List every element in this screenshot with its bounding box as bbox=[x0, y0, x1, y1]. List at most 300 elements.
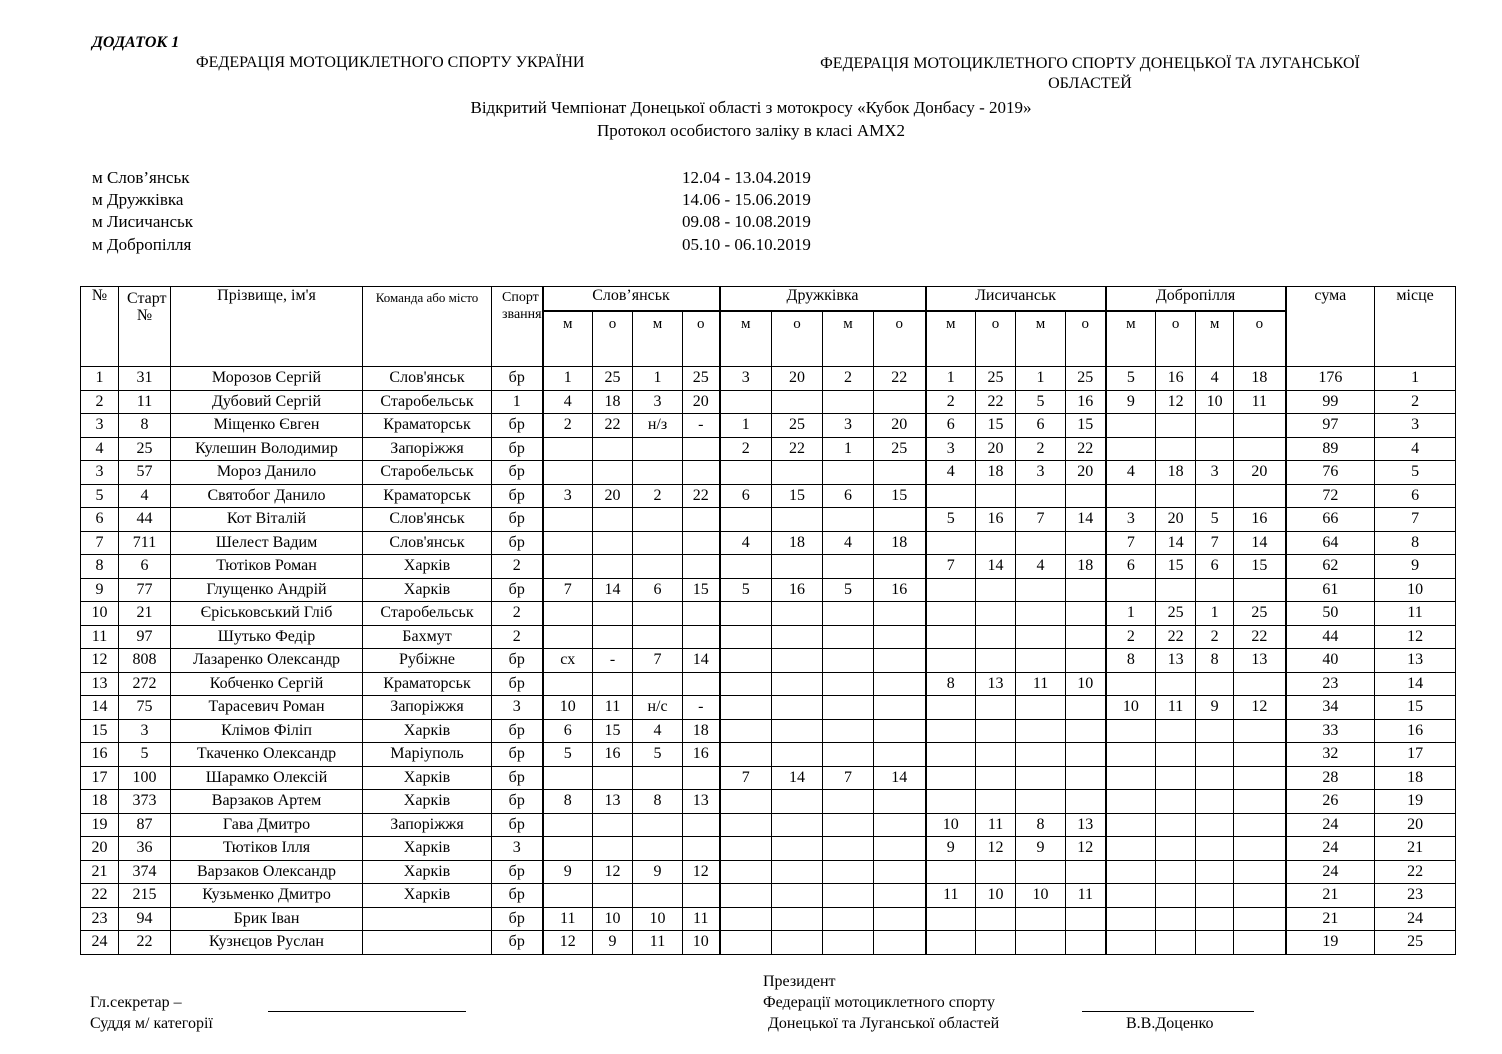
race-points bbox=[772, 837, 823, 861]
start-number: 11 bbox=[119, 390, 171, 414]
rider-name: Варзаков Олександр bbox=[171, 860, 363, 884]
race-place: 2 bbox=[1106, 625, 1156, 649]
race-points bbox=[976, 625, 1016, 649]
race-points: 16 bbox=[874, 578, 926, 602]
race-points: 25 bbox=[593, 367, 633, 391]
race-points bbox=[593, 813, 633, 837]
race-place bbox=[1106, 484, 1156, 508]
team-city: Бахмут bbox=[363, 625, 492, 649]
race-points bbox=[1066, 484, 1106, 508]
race-place bbox=[926, 484, 976, 508]
race-place bbox=[1016, 484, 1066, 508]
race-place bbox=[823, 625, 874, 649]
header-name: Прізвище, ім'я bbox=[171, 287, 363, 367]
total-sum: 44 bbox=[1286, 625, 1375, 649]
row-number: 6 bbox=[81, 508, 119, 532]
total-sum: 33 bbox=[1286, 719, 1375, 743]
header-sub-place: м bbox=[1196, 311, 1234, 367]
race-place: 3 bbox=[1196, 461, 1234, 485]
header-sub-place: м bbox=[633, 311, 683, 367]
race-points bbox=[1234, 860, 1286, 884]
sport-rank: бр bbox=[492, 884, 543, 908]
rider-name: Гава Дмитро bbox=[171, 813, 363, 837]
race-place bbox=[1106, 719, 1156, 743]
race-points bbox=[772, 625, 823, 649]
table-row bbox=[81, 672, 1456, 696]
race-place bbox=[1016, 860, 1066, 884]
race-points bbox=[683, 437, 720, 461]
start-number: 808 bbox=[119, 649, 171, 673]
race-place: 4 bbox=[926, 461, 976, 485]
start-number: 8 bbox=[119, 414, 171, 438]
race-points: 25 bbox=[772, 414, 823, 438]
race-place bbox=[720, 719, 772, 743]
header-sub-points: о bbox=[593, 311, 633, 367]
race-place: 10 bbox=[1106, 696, 1156, 720]
row-number: 23 bbox=[81, 907, 119, 931]
race-place: 3 bbox=[720, 367, 772, 391]
race-place bbox=[1106, 672, 1156, 696]
race-points: - bbox=[683, 414, 720, 438]
race-place bbox=[633, 884, 683, 908]
race-place bbox=[720, 790, 772, 814]
row-number: 22 bbox=[81, 884, 119, 908]
start-number: 94 bbox=[119, 907, 171, 931]
table-row bbox=[81, 931, 1456, 955]
race-points bbox=[1234, 907, 1286, 931]
header-sub-points: о bbox=[1234, 311, 1286, 367]
total-sum: 34 bbox=[1286, 696, 1375, 720]
final-place: 14 bbox=[1375, 672, 1456, 696]
row-number: 16 bbox=[81, 743, 119, 767]
race-place bbox=[720, 884, 772, 908]
race-points bbox=[593, 837, 633, 861]
race-place bbox=[543, 884, 593, 908]
team-city: Харків bbox=[363, 884, 492, 908]
stage-dates: 09.08 - 10.08.2019 bbox=[682, 212, 811, 231]
race-place bbox=[1106, 437, 1156, 461]
race-points: 20 bbox=[593, 484, 633, 508]
race-place: н/з bbox=[633, 414, 683, 438]
race-place bbox=[1106, 884, 1156, 908]
race-points: 16 bbox=[772, 578, 823, 602]
race-points bbox=[976, 766, 1016, 790]
race-points bbox=[683, 884, 720, 908]
race-points bbox=[874, 790, 926, 814]
race-place bbox=[926, 907, 976, 931]
race-place bbox=[633, 508, 683, 532]
race-place bbox=[633, 555, 683, 579]
race-place: 1 bbox=[926, 367, 976, 391]
team-city: Харків bbox=[363, 860, 492, 884]
race-points: 20 bbox=[976, 437, 1016, 461]
sport-rank: бр bbox=[492, 649, 543, 673]
row-number: 20 bbox=[81, 837, 119, 861]
race-place: 1 bbox=[720, 414, 772, 438]
race-points bbox=[1156, 837, 1196, 861]
race-place: 8 bbox=[926, 672, 976, 696]
race-points bbox=[874, 813, 926, 837]
race-place bbox=[720, 813, 772, 837]
final-place: 2 bbox=[1375, 390, 1456, 414]
race-place: 5 bbox=[720, 578, 772, 602]
header-stage-lysychansk: Лисичанськ bbox=[926, 287, 1106, 312]
race-points: 12 bbox=[1156, 390, 1196, 414]
race-place: 1 bbox=[823, 437, 874, 461]
race-points bbox=[874, 461, 926, 485]
total-sum: 62 bbox=[1286, 555, 1375, 579]
race-place: 8 bbox=[543, 790, 593, 814]
final-place: 15 bbox=[1375, 696, 1456, 720]
total-sum: 28 bbox=[1286, 766, 1375, 790]
race-points: 20 bbox=[1234, 461, 1286, 485]
race-points bbox=[976, 696, 1016, 720]
table-row bbox=[81, 461, 1456, 485]
race-place bbox=[1106, 790, 1156, 814]
race-points bbox=[1234, 743, 1286, 767]
final-place: 17 bbox=[1375, 743, 1456, 767]
team-city bbox=[363, 907, 492, 931]
race-points: 12 bbox=[683, 860, 720, 884]
total-sum: 21 bbox=[1286, 907, 1375, 931]
race-place bbox=[720, 837, 772, 861]
race-place bbox=[1196, 884, 1234, 908]
race-points: 11 bbox=[683, 907, 720, 931]
race-points bbox=[683, 508, 720, 532]
race-place: 6 bbox=[1196, 555, 1234, 579]
race-place bbox=[543, 625, 593, 649]
final-place: 1 bbox=[1375, 367, 1456, 391]
race-place bbox=[926, 696, 976, 720]
race-points bbox=[593, 766, 633, 790]
rider-name: Шелест Вадим bbox=[171, 531, 363, 555]
race-place bbox=[926, 719, 976, 743]
race-points bbox=[1066, 625, 1106, 649]
race-points bbox=[1156, 860, 1196, 884]
final-place: 8 bbox=[1375, 531, 1456, 555]
race-points bbox=[874, 625, 926, 649]
team-city: Харків bbox=[363, 790, 492, 814]
race-points bbox=[874, 931, 926, 955]
final-place: 22 bbox=[1375, 860, 1456, 884]
race-points bbox=[976, 743, 1016, 767]
race-points bbox=[1234, 578, 1286, 602]
race-points: 16 bbox=[593, 743, 633, 767]
rider-name: Святобог Данило bbox=[171, 484, 363, 508]
row-number: 3 bbox=[81, 461, 119, 485]
race-place: 6 bbox=[720, 484, 772, 508]
race-points bbox=[874, 907, 926, 931]
header-sub-points: о bbox=[874, 311, 926, 367]
race-place: 3 bbox=[543, 484, 593, 508]
race-points: 12 bbox=[976, 837, 1016, 861]
race-place bbox=[1016, 602, 1066, 626]
race-points: 25 bbox=[1156, 602, 1196, 626]
final-place: 10 bbox=[1375, 578, 1456, 602]
race-place: 9 bbox=[633, 860, 683, 884]
race-points: 16 bbox=[1234, 508, 1286, 532]
race-place bbox=[633, 813, 683, 837]
row-number: 11 bbox=[81, 625, 119, 649]
race-points bbox=[1066, 931, 1106, 955]
race-points: 15 bbox=[1234, 555, 1286, 579]
race-place: 2 bbox=[1196, 625, 1234, 649]
protocol-title: Протокол особистого заліку в класі АМХ2 bbox=[596, 121, 906, 140]
race-points bbox=[874, 696, 926, 720]
race-points: 13 bbox=[593, 790, 633, 814]
sport-rank: бр bbox=[492, 484, 543, 508]
row-number: 13 bbox=[81, 672, 119, 696]
header-sub-place: м bbox=[823, 311, 874, 367]
race-points: 11 bbox=[1156, 696, 1196, 720]
race-points: 15 bbox=[874, 484, 926, 508]
total-sum: 21 bbox=[1286, 884, 1375, 908]
race-place: 8 bbox=[633, 790, 683, 814]
start-number: 77 bbox=[119, 578, 171, 602]
race-points bbox=[772, 884, 823, 908]
race-points bbox=[976, 860, 1016, 884]
race-points bbox=[772, 743, 823, 767]
race-place bbox=[543, 437, 593, 461]
start-number: 272 bbox=[119, 672, 171, 696]
final-place: 19 bbox=[1375, 790, 1456, 814]
race-place bbox=[633, 766, 683, 790]
race-place bbox=[823, 555, 874, 579]
rider-name: Шутько Федір bbox=[171, 625, 363, 649]
race-place: 1 bbox=[1106, 602, 1156, 626]
race-place bbox=[1106, 743, 1156, 767]
race-points bbox=[772, 813, 823, 837]
race-place bbox=[1196, 860, 1234, 884]
team-city: Слов'янськ bbox=[363, 367, 492, 391]
race-place bbox=[1016, 931, 1066, 955]
header-team: Команда або місто bbox=[363, 287, 492, 367]
race-points: 14 bbox=[976, 555, 1016, 579]
table-row bbox=[81, 390, 1456, 414]
race-points: 22 bbox=[1234, 625, 1286, 649]
race-place: 6 bbox=[543, 719, 593, 743]
race-points bbox=[593, 437, 633, 461]
sport-rank: 2 bbox=[492, 555, 543, 579]
start-number: 44 bbox=[119, 508, 171, 532]
race-points bbox=[593, 672, 633, 696]
stage-dates: 12.04 - 13.04.2019 bbox=[682, 168, 811, 187]
race-points: 20 bbox=[1066, 461, 1106, 485]
team-city: Слов'янськ bbox=[363, 531, 492, 555]
race-points bbox=[1156, 907, 1196, 931]
final-place: 13 bbox=[1375, 649, 1456, 673]
race-place: 1 bbox=[1196, 602, 1234, 626]
race-place bbox=[720, 625, 772, 649]
race-place bbox=[1016, 790, 1066, 814]
race-points bbox=[874, 719, 926, 743]
row-number: 15 bbox=[81, 719, 119, 743]
rider-name: Шарамко Олексій bbox=[171, 766, 363, 790]
race-place bbox=[823, 602, 874, 626]
race-place bbox=[720, 390, 772, 414]
team-city: Маріуполь bbox=[363, 743, 492, 767]
header-sub-points: о bbox=[1156, 311, 1196, 367]
race-points: 13 bbox=[1234, 649, 1286, 673]
row-number: 21 bbox=[81, 860, 119, 884]
header-sub-place: м bbox=[1016, 311, 1066, 367]
race-points bbox=[772, 461, 823, 485]
race-place bbox=[720, 672, 772, 696]
sport-rank: 2 bbox=[492, 625, 543, 649]
race-place bbox=[823, 860, 874, 884]
race-points bbox=[1066, 766, 1106, 790]
rider-name: Дубовий Сергій bbox=[171, 390, 363, 414]
race-place bbox=[926, 766, 976, 790]
race-place: 2 bbox=[823, 367, 874, 391]
race-place: 4 bbox=[1016, 555, 1066, 579]
race-points: 10 bbox=[1066, 672, 1106, 696]
race-points bbox=[1156, 813, 1196, 837]
rider-name: Кулешин Володимир bbox=[171, 437, 363, 461]
total-sum: 23 bbox=[1286, 672, 1375, 696]
race-place bbox=[720, 649, 772, 673]
start-number: 31 bbox=[119, 367, 171, 391]
race-points bbox=[1156, 719, 1196, 743]
table-row bbox=[81, 837, 1456, 861]
race-points bbox=[1156, 672, 1196, 696]
race-points bbox=[1156, 766, 1196, 790]
race-place: 5 bbox=[1016, 390, 1066, 414]
race-points bbox=[1234, 484, 1286, 508]
race-place bbox=[543, 672, 593, 696]
table-row bbox=[81, 743, 1456, 767]
final-place: 20 bbox=[1375, 813, 1456, 837]
race-points bbox=[683, 813, 720, 837]
table-row bbox=[81, 696, 1456, 720]
race-points bbox=[1234, 766, 1286, 790]
stage-dates: 05.10 - 06.10.2019 bbox=[682, 235, 811, 254]
race-points: 11 bbox=[1066, 884, 1106, 908]
sport-rank: бр bbox=[492, 508, 543, 532]
race-place: 4 bbox=[823, 531, 874, 555]
race-place bbox=[720, 743, 772, 767]
race-place: 6 bbox=[633, 578, 683, 602]
race-points: 14 bbox=[593, 578, 633, 602]
rider-name: Лазаренко Олександр bbox=[171, 649, 363, 673]
rider-name: Морозов Сергій bbox=[171, 367, 363, 391]
race-points bbox=[1066, 860, 1106, 884]
race-place: 10 bbox=[543, 696, 593, 720]
final-place: 12 bbox=[1375, 625, 1456, 649]
race-points bbox=[874, 672, 926, 696]
header-sub-points: о bbox=[772, 311, 823, 367]
race-points: 18 bbox=[1234, 367, 1286, 391]
race-place: н/с bbox=[633, 696, 683, 720]
race-points bbox=[772, 555, 823, 579]
row-number: 9 bbox=[81, 578, 119, 602]
race-place bbox=[543, 555, 593, 579]
race-points bbox=[772, 719, 823, 743]
row-number: 4 bbox=[81, 437, 119, 461]
race-place: 7 bbox=[543, 578, 593, 602]
race-points: 22 bbox=[772, 437, 823, 461]
start-number: 6 bbox=[119, 555, 171, 579]
header-sub-points: о bbox=[683, 311, 720, 367]
race-points bbox=[1156, 484, 1196, 508]
race-points bbox=[683, 555, 720, 579]
race-place: 4 bbox=[543, 390, 593, 414]
race-points: 14 bbox=[772, 766, 823, 790]
race-place bbox=[823, 508, 874, 532]
table-row bbox=[81, 531, 1456, 555]
race-place: 11 bbox=[926, 884, 976, 908]
race-points: 10 bbox=[683, 931, 720, 955]
race-place bbox=[720, 907, 772, 931]
total-sum: 66 bbox=[1286, 508, 1375, 532]
race-points: 20 bbox=[1156, 508, 1196, 532]
total-sum: 76 bbox=[1286, 461, 1375, 485]
race-place: 6 bbox=[1106, 555, 1156, 579]
final-place: 9 bbox=[1375, 555, 1456, 579]
race-place bbox=[720, 508, 772, 532]
race-points: 25 bbox=[976, 367, 1016, 391]
race-place bbox=[926, 931, 976, 955]
team-city: Краматорськ bbox=[363, 484, 492, 508]
race-points: 22 bbox=[976, 390, 1016, 414]
race-points bbox=[874, 390, 926, 414]
race-place bbox=[823, 790, 874, 814]
race-points bbox=[772, 649, 823, 673]
row-number: 17 bbox=[81, 766, 119, 790]
race-place bbox=[543, 813, 593, 837]
final-place: 6 bbox=[1375, 484, 1456, 508]
race-points: 16 bbox=[683, 743, 720, 767]
race-points bbox=[874, 602, 926, 626]
race-points bbox=[874, 860, 926, 884]
race-place bbox=[1196, 578, 1234, 602]
team-city: Харків bbox=[363, 766, 492, 790]
race-place bbox=[1016, 907, 1066, 931]
race-place bbox=[1196, 437, 1234, 461]
race-place: 1 bbox=[633, 367, 683, 391]
race-place: 5 bbox=[1106, 367, 1156, 391]
race-points bbox=[874, 649, 926, 673]
header-sub-place: м bbox=[1106, 311, 1156, 367]
race-points bbox=[683, 602, 720, 626]
race-points bbox=[976, 578, 1016, 602]
row-number: 10 bbox=[81, 602, 119, 626]
race-place bbox=[1106, 766, 1156, 790]
race-place bbox=[1106, 931, 1156, 955]
race-place bbox=[1016, 766, 1066, 790]
race-place: 11 bbox=[1016, 672, 1066, 696]
header-rank: Спорт звання bbox=[492, 287, 543, 367]
race-points bbox=[772, 672, 823, 696]
race-place bbox=[543, 766, 593, 790]
race-points: 14 bbox=[1156, 531, 1196, 555]
race-points: 13 bbox=[1066, 813, 1106, 837]
table-row bbox=[81, 602, 1456, 626]
race-place bbox=[1106, 813, 1156, 837]
final-place: 21 bbox=[1375, 837, 1456, 861]
team-city: Слов'янськ bbox=[363, 508, 492, 532]
rider-name: Кот Віталій bbox=[171, 508, 363, 532]
judge-category: Суддя м/ категорії bbox=[90, 1015, 213, 1032]
race-place: 8 bbox=[1196, 649, 1234, 673]
race-place: 3 bbox=[633, 390, 683, 414]
table-row bbox=[81, 484, 1456, 508]
race-points: 15 bbox=[683, 578, 720, 602]
race-points: 13 bbox=[683, 790, 720, 814]
team-city: Краматорськ bbox=[363, 414, 492, 438]
race-place: 6 bbox=[926, 414, 976, 438]
race-place bbox=[633, 461, 683, 485]
